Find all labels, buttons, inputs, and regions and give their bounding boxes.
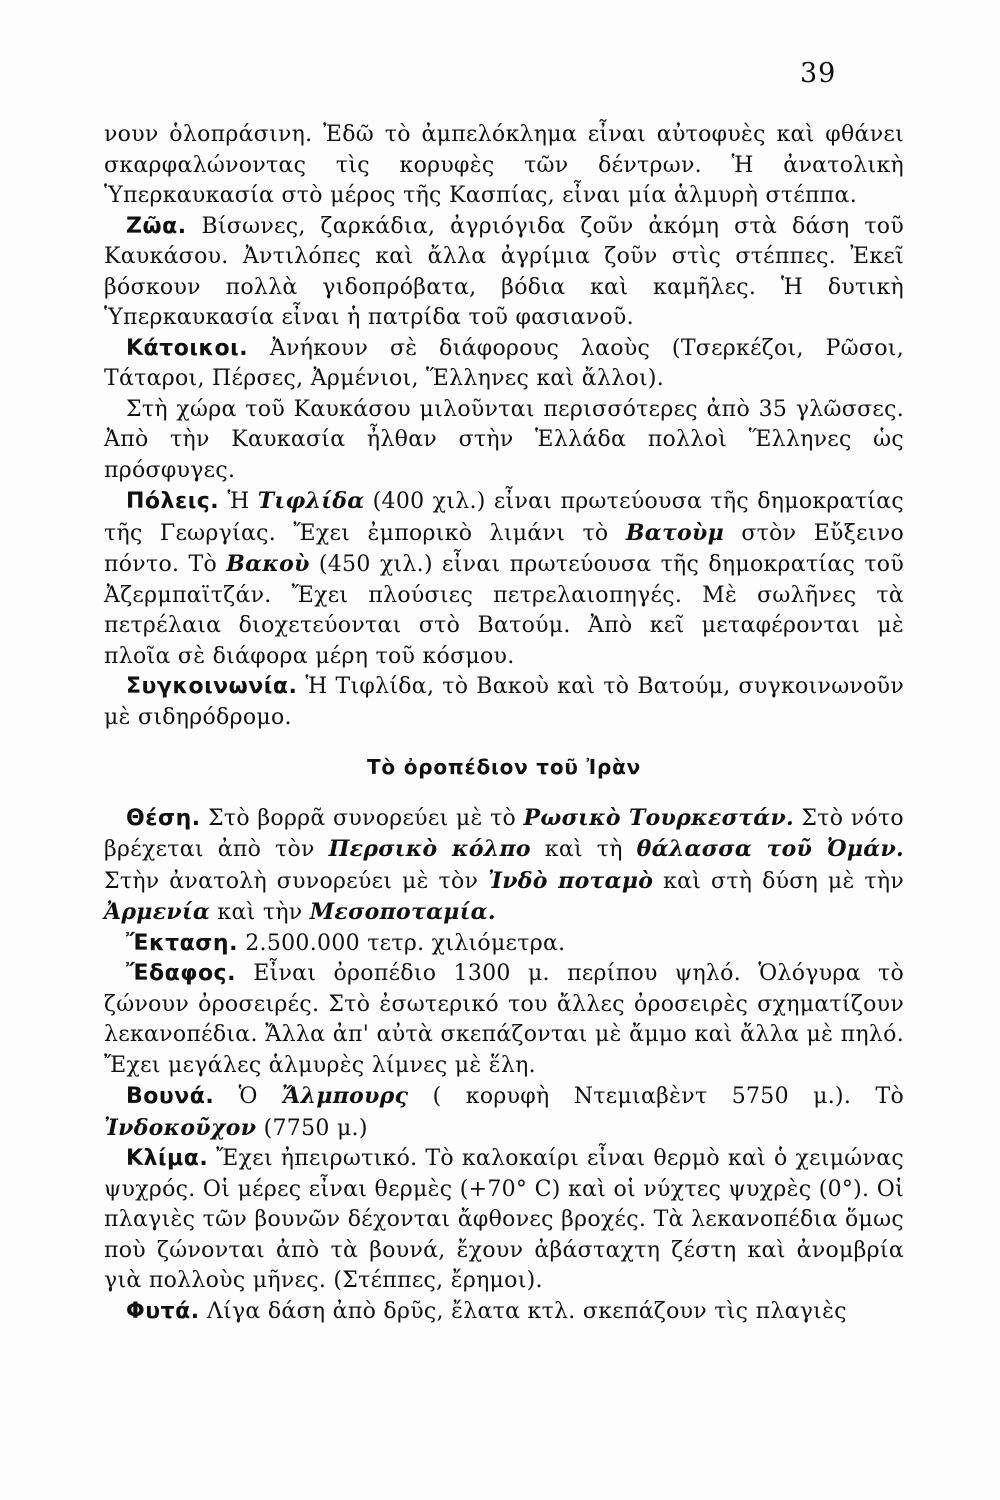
position-term: Θέση. [126, 805, 201, 831]
mountains-term: Βουνά. [126, 1084, 215, 1109]
armenia-name: Ἀρμενία [104, 899, 211, 925]
inhabitants-paragraph [104, 334, 904, 395]
plants-text: Λίγα δάση ἀπὸ δρῦς, ἔλατα κτλ. σκεπάζουν τὶς πλαγιὲς [206, 1298, 847, 1324]
area-paragraph [104, 929, 904, 960]
area-text: 2.500.000 τετρ. χιλιόμετρα. [245, 930, 566, 956]
plants-term: Φυτά. [126, 1298, 200, 1324]
terrain-paragraph [104, 959, 904, 1081]
position-text-4: Στὴν ἀνατολὴ συνορεύει μὲ τὸν [104, 868, 479, 894]
intro-paragraph [104, 120, 904, 212]
indus-river-name: Ἰνδὸ ποταμὸ [488, 867, 654, 894]
batum-name: Βατοὺμ [625, 519, 724, 546]
page-number: 39 [800, 58, 837, 89]
elburz-name: Ἄλμπουρς [282, 1083, 409, 1109]
position-text-2: Στὸ νότο βρέχεται ἀπὸ τὸν [104, 805, 904, 862]
transport-paragraph [104, 672, 904, 733]
area-term: Ἔκταση. [126, 930, 238, 956]
iran-section-heading: Τὸ ὀροπέδιον τοῦ Ἰρὰν [366, 755, 642, 779]
climate-text: Ἔχει ἠπειρωτικό. Τὸ καλοκαίρι εἶναι θερμὸ καὶ ὁ χειμώνας ψυχρός. Οἱ μέρες εἶναι θερμὲς (+70° C) καὶ οἱ νύχτες ψυχρὲς (0°). Οἱ πλαγιὲς τῶν βουνῶν δέχονται ἄφθονες βροχές. Τὰ λεκανοπέδια ὅμως ποὺ ζώνονται ἀπὸ τὰ βουνά, ἔχουν ἀβάσταχτη ζέστη καὶ ἀνομβρία γιὰ πολλοὺς μῆνες. (Στέππες, ἔρημοι). [104, 1146, 904, 1293]
languages-paragraph [104, 395, 904, 487]
inhabitants-text: Ἀνήκουν σὲ διάφορους λαοὺς (Τσερκέζοι, Ρῶσοι, Τάταροι, Πέρσες, Ἀρμένιοι, Ἕλληνες καὶ ἄλλοι). [104, 335, 904, 391]
terrain-text: Εἶναι ὀροπέδιο 1300 μ. περίπου ψηλό. Ὁλόγυρα τὸ ζώνουν ὀροσειρές. Στὸ ἐσωτερικό του ἄλλες ὀροσειρὲς σχηματίζουν λεκανοπέδια. Ἄλλα ἀπ' αὐτὰ σκεπάζονται μὲ ἄμμο καὶ ἄλλα μὲ πηλό. Ἔχει μεγάλες ἁλμυρὲς λίμνες μὲ ἕλη. [104, 961, 905, 1078]
transport-term: Συγκοινωνία. [126, 674, 298, 699]
inhabitants-term: Κάτοικοι. [126, 335, 249, 361]
mountains-text-2: ( κορυφὴ Ντεμιαβὲντ 5750 μ.). Τὸ [432, 1084, 905, 1109]
russian-turkestan-name: Ρωσικὸ Τουρκεστάν. [523, 804, 794, 831]
fauna-paragraph [104, 212, 904, 334]
tiflis-name: Τιφλίδα [257, 488, 365, 514]
cities-term: Πόλεις. [126, 489, 220, 514]
mountains-text-1: Ὁ [238, 1084, 258, 1109]
baku-name: Βακοὺ [226, 551, 310, 577]
position-text-6: καὶ τὴν [217, 900, 303, 925]
persian-gulf-name: Περσικὸ κόλπο [328, 836, 531, 862]
cities-text-1: Ἡ [227, 489, 250, 514]
sea-of-oman-name: θάλασσα τοῦ Ὀμάν. [636, 836, 905, 862]
terrain-term: Ἔδαφος. [126, 961, 236, 986]
cities-text-2: (400 χιλ.) εἶναι πρωτεύουσα τῆς δημοκρατίας τῆς Γεωργίας. Ἔχει ἐμπορικὸ λιμάνι τὸ [104, 489, 904, 546]
languages-text: Στὴ χώρα τοῦ Καυκάσου μιλοῦνται περισσότερες ἀπὸ 35 γλῶσσες. Ἀπὸ τὴν Καυκασία ἦλθαν στὴν Ἑλλάδα πολλοὶ Ἕλληνες ὡς πρόσφυγες. [104, 396, 904, 483]
cities-text-3: στὸν Εὔξεινο πόντο. Τὸ [104, 520, 904, 577]
intro-text: νουν ὁλοπράσινη. Ἐδῶ τὸ ἀμπελόκλημα εἶναι αὐτοφυὲς καὶ φθάνει σκαρφαλώνοντας τὶς κορυφὲς τῶν δέντρων. Ἡ ἀνατολικὴ Ὑπερκαυκασία στὸ μέρος τῆς Κασπίας, εἶναι μία ἁλμυρὴ στέππα. [104, 122, 904, 208]
fauna-text: Βίσωνες, ζαρκάδια, ἀγριόγιδα ζοῦν ἀκόμη στὰ δάση τοῦ Καυκάσου. Ἀντιλόπες καὶ ἄλλα ἀγρίμια ζοῦν στὶς στέππες. Ἐκεῖ βόσκουν πολλὰ γιδοπρόβατα, βόδια καὶ καμῆλες. Ἡ δυτικὴ Ὑπερκαυκασία εἶναι ἡ πατρίδα τοῦ φασιανοῦ. [104, 213, 905, 330]
climate-paragraph [104, 1144, 904, 1297]
page-content [104, 120, 904, 1327]
mountains-paragraph [104, 1081, 904, 1144]
plants-paragraph [104, 1297, 904, 1328]
position-text-5: καὶ στὴ δύση μὲ τὴν [663, 868, 905, 894]
fauna-term: Ζῶα. [126, 213, 187, 239]
mesopotamia-name: Μεσοποταμία. [309, 899, 496, 925]
transport-text: Ἡ Τιφλίδα, τὸ Βακοὺ καὶ τὸ Βατούμ, συγκοινωνοῦν μὲ σιδηρόδρομο. [104, 674, 904, 730]
hindu-kush-name: Ἰνδοκοῦχον [104, 1114, 257, 1141]
position-text-3: καὶ τὴ [544, 837, 623, 862]
cities-text-4: (450 χιλ.) εἶναι πρωτεύουσα τῆς δημοκρατίας τοῦ Ἀζερμπαϊτζάν. Ἔχει πλούσιες πετρελαιοπηγές. Μὲ σωλῆνες τὰ πετρέλαια διοχετεύονται στὸ Βατούμ. Ἀπὸ κεῖ μεταφέρονται μὲ πλοῖα σὲ διάφορα μέρη τοῦ κόσμου. [104, 552, 905, 669]
position-text-1: Στὸ βορρᾶ συνορεύει μὲ τὸ [208, 805, 517, 831]
position-paragraph [104, 803, 904, 929]
mountains-text-3: (7750 μ.) [263, 1115, 368, 1141]
cities-paragraph [104, 486, 904, 672]
climate-term: Κλίμα. [126, 1146, 209, 1171]
